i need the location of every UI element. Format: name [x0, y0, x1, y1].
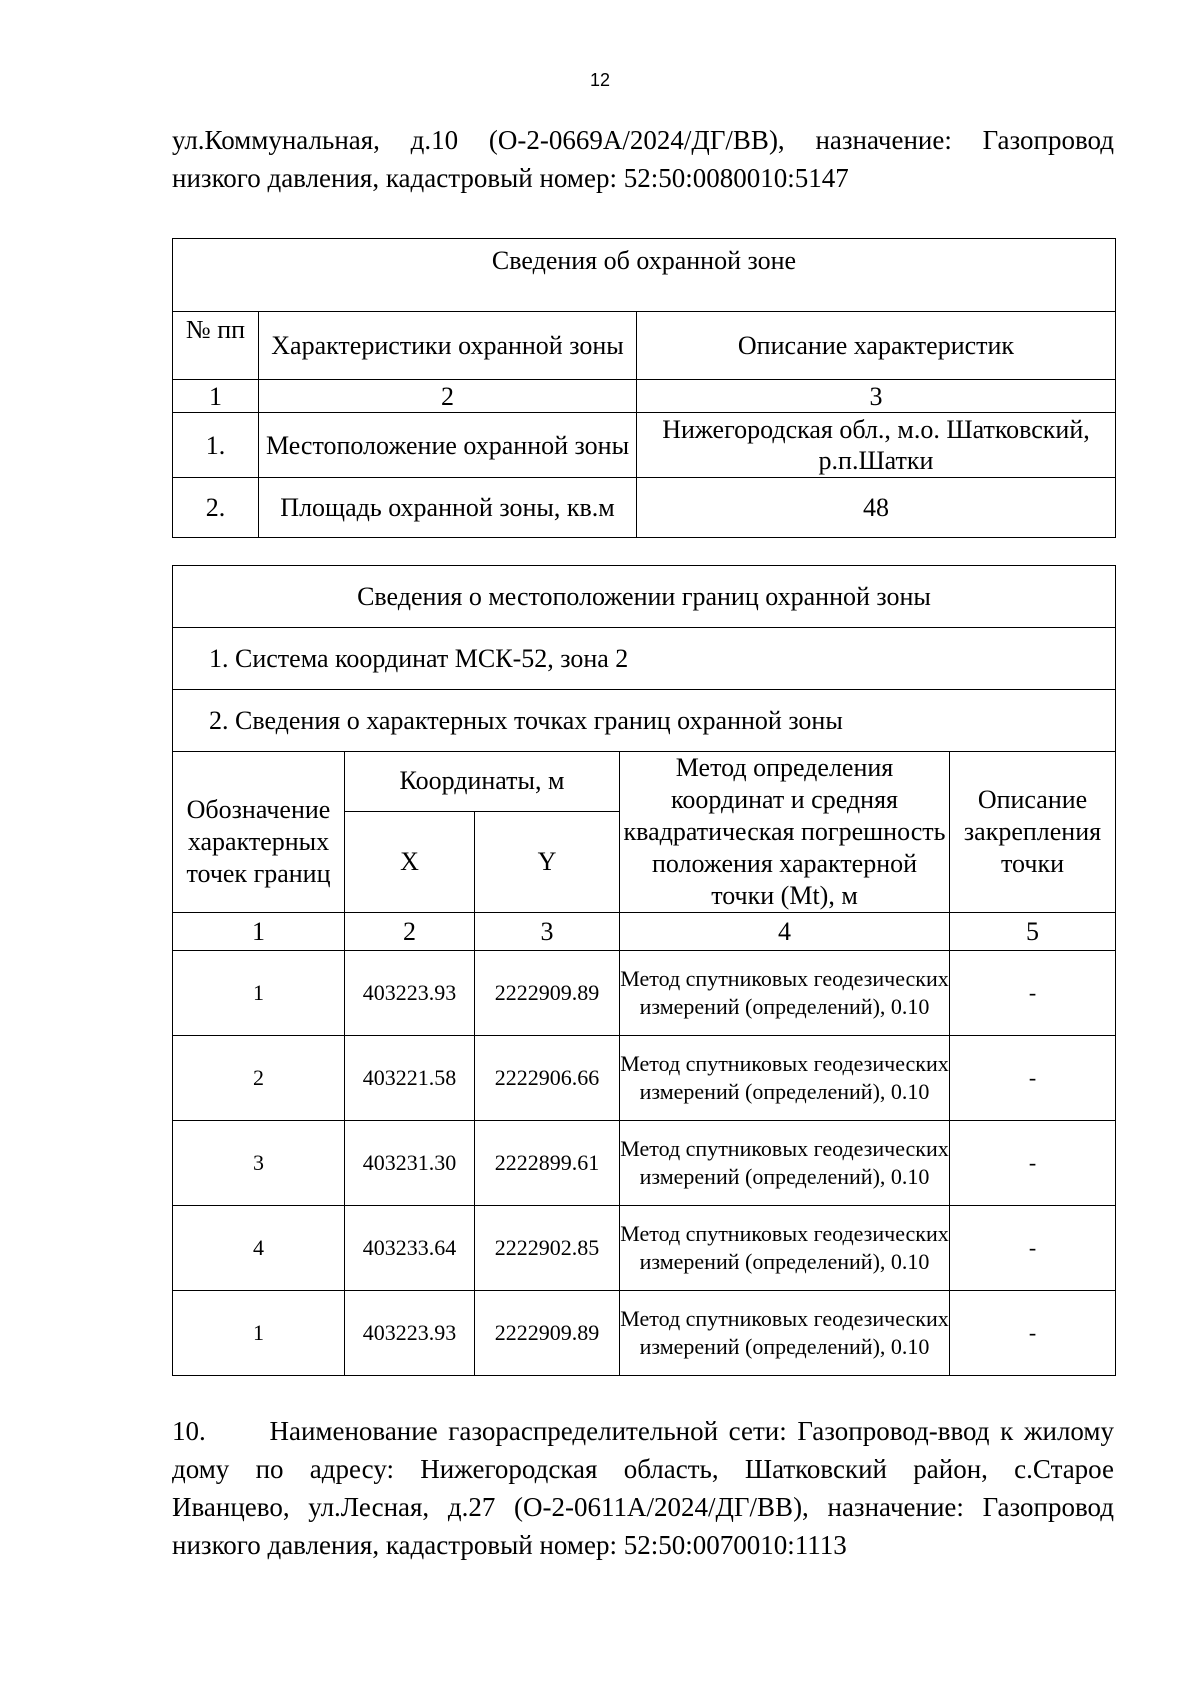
points-section-title: 2. Сведения о характерных точках границ охранной зоны: [173, 690, 1116, 752]
x-cell: 403231.30: [345, 1121, 475, 1206]
column-header: Описание закрепления точки: [950, 752, 1116, 913]
column-number: 3: [475, 913, 620, 951]
method-cell: Метод спутниковых геодезических измерений (определений), 0.10: [620, 951, 950, 1036]
x-cell: 403233.64: [345, 1206, 475, 1291]
column-header: Y: [475, 811, 620, 912]
row-number: 2.: [173, 478, 259, 538]
column-number: 1: [173, 380, 259, 413]
method-cell: Метод спутниковых геодезических измерений (определений), 0.10: [620, 1206, 950, 1291]
row-number: 1.: [173, 413, 259, 478]
column-number: 1: [173, 913, 345, 951]
column-header: Метод определения координат и средняя квадратическая погрешность положения характерной точки (Mt), м: [620, 752, 950, 913]
point-cell: 3: [173, 1121, 345, 1206]
column-header: Обозначение характерных точек границ: [173, 752, 345, 913]
intro-line: ул.Коммунальная, д.10 (О-2-0669А/2024/ДГ/ВВ), назначение: Газопровод: [172, 125, 1114, 155]
section-line: Иванцево, ул.Лесная, д.27 (О-2-0611А/2024/ДГ/ВВ), назначение: Газопровод: [172, 1492, 1114, 1522]
method-cell: Метод спутниковых геодезических измерений (определений), 0.10: [620, 1291, 950, 1376]
x-cell: 403223.93: [345, 951, 475, 1036]
y-cell: 2222909.89: [475, 1291, 620, 1376]
table-row: [173, 1121, 1116, 1206]
y-cell: 2222899.61: [475, 1121, 620, 1206]
fixing-cell: -: [950, 1291, 1116, 1376]
x-cell: 403221.58: [345, 1036, 475, 1121]
fixing-cell: -: [950, 1206, 1116, 1291]
column-header: Характеристики охранной зоны: [259, 312, 637, 380]
method-cell: Метод спутниковых геодезических измерений (определений), 0.10: [620, 1121, 950, 1206]
table-row: [173, 413, 1116, 478]
point-cell: 1: [173, 1291, 345, 1376]
table-title: Сведения о местоположении границ охранной зоны: [173, 566, 1116, 628]
characteristic-cell: Площадь охранной зоны, кв.м: [259, 478, 637, 538]
next-section-paragraph: [172, 1412, 1114, 1564]
y-cell: 2222909.89: [475, 951, 620, 1036]
column-number: 2: [345, 913, 475, 951]
protection-zone-table: [172, 238, 1116, 538]
intro-paragraph: [172, 121, 1114, 197]
table-row: [173, 951, 1116, 1036]
column-number: 3: [637, 380, 1116, 413]
column-header: Описание характеристик: [637, 312, 1116, 380]
y-cell: 2222906.66: [475, 1036, 620, 1121]
section-line: дому по адресу: Нижегородская область, Шатковский район, с.Старое: [172, 1454, 1114, 1484]
point-cell: 1: [173, 951, 345, 1036]
column-header: X: [345, 811, 475, 912]
x-cell: 403223.93: [345, 1291, 475, 1376]
fixing-cell: -: [950, 1036, 1116, 1121]
method-cell: Метод спутниковых геодезических измерений (определений), 0.10: [620, 1036, 950, 1121]
boundary-points-table: [172, 565, 1116, 1376]
table-title: Сведения об охранной зоне: [173, 239, 1116, 312]
section-line: 10. Наименование газораспределительной сети: Газопровод-ввод к жилому: [172, 1416, 1114, 1446]
column-number: 2: [259, 380, 637, 413]
table-row: [173, 1036, 1116, 1121]
fixing-cell: -: [950, 1121, 1116, 1206]
column-number: 4: [620, 913, 950, 951]
description-cell: 48: [637, 478, 1116, 538]
table-row: [173, 478, 1116, 538]
fixing-cell: -: [950, 951, 1116, 1036]
point-cell: 2: [173, 1036, 345, 1121]
section-line: низкого давления, кадастровый номер: 52:50:0070010:1113: [172, 1530, 847, 1560]
table-row: [173, 1291, 1116, 1376]
y-cell: 2222902.85: [475, 1206, 620, 1291]
column-number: 5: [950, 913, 1116, 951]
point-cell: 4: [173, 1206, 345, 1291]
characteristic-cell: Местоположение охранной зоны: [259, 413, 637, 478]
column-header: № пп: [173, 312, 259, 380]
description-cell: Нижегородская обл., м.о. Шатковский, р.п.Шатки: [637, 413, 1116, 478]
intro-line: низкого давления, кадастровый номер: 52:50:0080010:5147: [172, 163, 849, 193]
column-header: Координаты, м: [345, 752, 620, 812]
coordinate-system: 1. Система координат МСК-52, зона 2: [173, 628, 1116, 690]
table-row: [173, 1206, 1116, 1291]
page-number: 12: [589, 70, 611, 90]
